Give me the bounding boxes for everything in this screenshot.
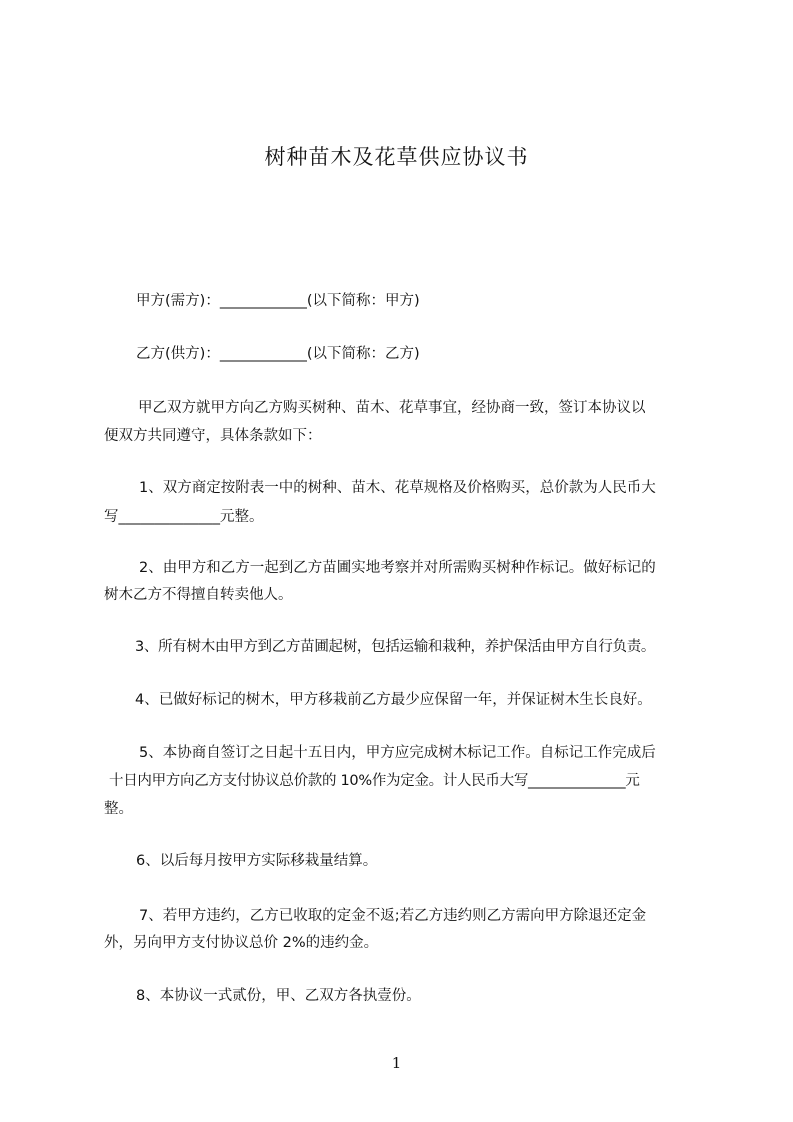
- clause-7-line-1: 7、若甲方违约，乙方已收取的定金不返;若乙方违约则乙方需向甲方除退还定金: [139, 908, 647, 924]
- clause-3-line: 3、所有树木由甲方到乙方苗圃起树，包括运输和栽种，养护保活由甲方自行负责。: [135, 639, 656, 655]
- clause-4-line: 4、已做好标记的树木，甲方移栽前乙方最少应保留一年，并保证树木生长良好。: [135, 692, 652, 708]
- clause-7-line-2: 外，另向甲方支付协议总价 2%的违约金。: [104, 935, 379, 951]
- intro-line-1: 甲乙双方就甲方向乙方购买树种、苗木、花草事宜，经协商一致，签订本协议以: [138, 400, 646, 416]
- clause-6-line: 6、以后每月按甲方实际移栽量结算。: [136, 853, 378, 869]
- clause-1-line-1: 1、双方商定按附表一中的树种、苗木、花草规格及价格购买，总价款为人民币大: [139, 480, 656, 496]
- clause-2-line-2: 树木乙方不得擅自转卖他人。: [104, 587, 293, 603]
- party-b-line: 乙方(供方)：____________(以下简称：乙方): [136, 346, 420, 362]
- page-number: 1: [391, 1054, 402, 1072]
- clause-1-line-2: 写______________元整。: [104, 509, 264, 525]
- clause-5-line-2: 十日内甲方向乙方支付协议总价款的 10%作为定金。计人民币大写______________元: [109, 773, 640, 789]
- clause-5-line-1: 5、本协商自签订之日起十五日内，甲方应完成树木标记工作。自标记工作完成后: [139, 745, 656, 761]
- clause-2-line-1: 2、由甲方和乙方一起到乙方苗圃实地考察并对所需购买树种作标记。做好标记的: [139, 560, 656, 576]
- clause-8-line: 8、本协议一式贰份，甲、乙双方各执壹份。: [136, 988, 421, 1004]
- clause-5-line-3: 整。: [104, 801, 133, 817]
- intro-line-2: 便双方共同遵守，具体条款如下：: [104, 428, 322, 444]
- party-a-line: 甲方(需方)：____________(以下简称：甲方): [136, 293, 420, 309]
- document-title: 树种苗木及花草供应协议书: [264, 145, 529, 169]
